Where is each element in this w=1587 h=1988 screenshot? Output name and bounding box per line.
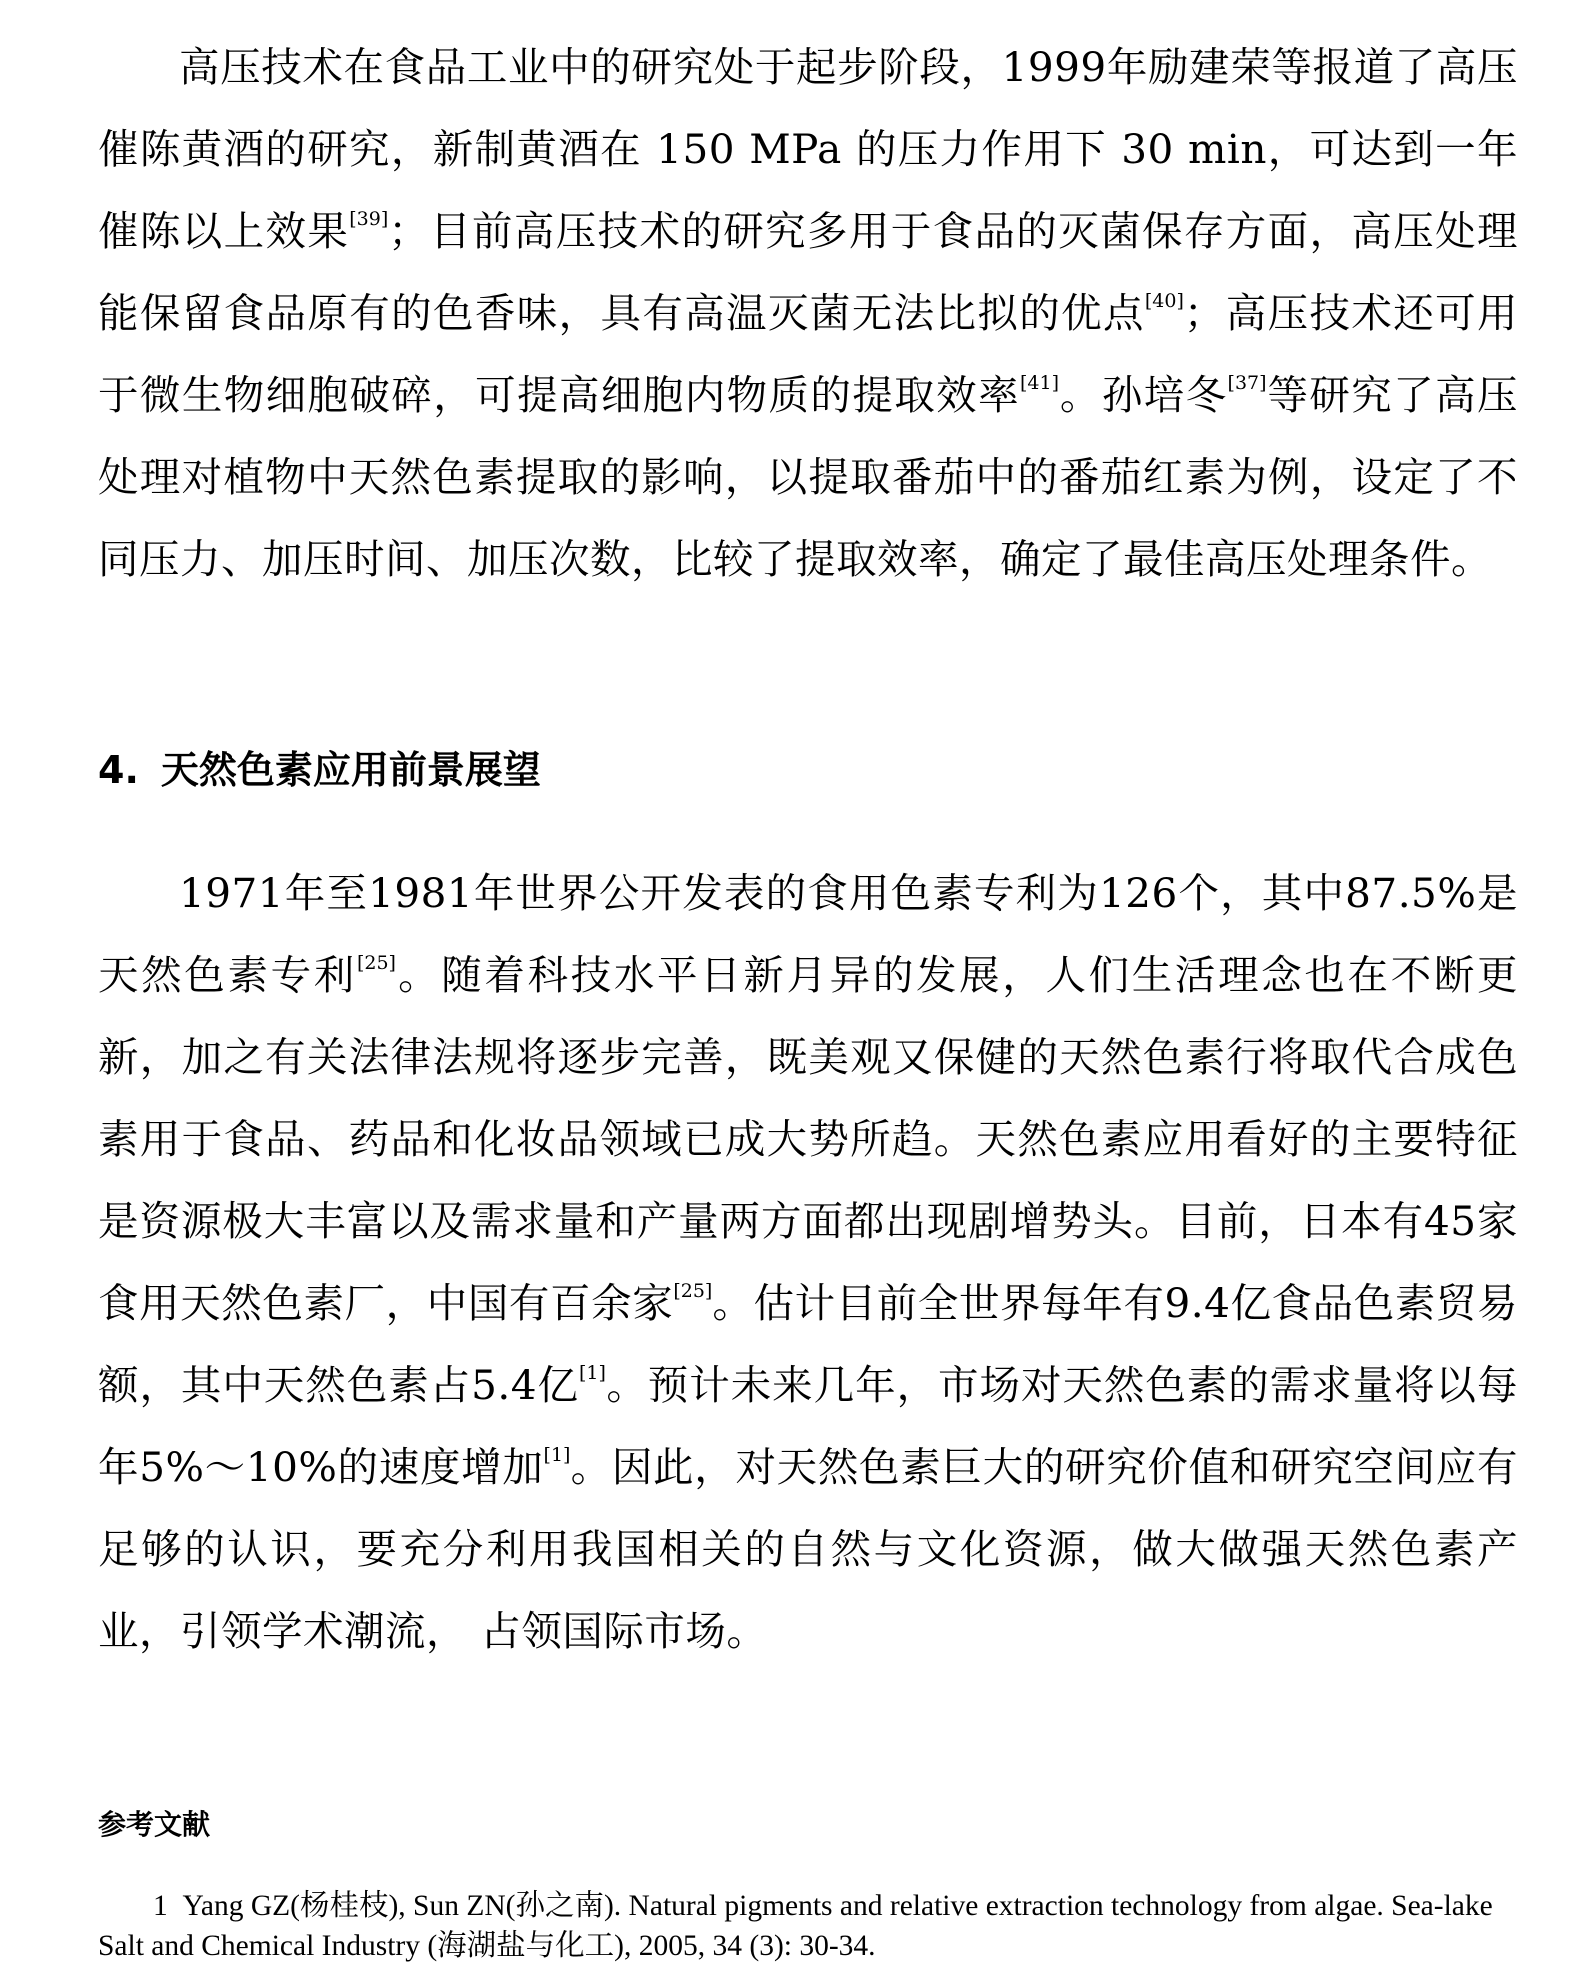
paragraph-text: 等研究了高压处理对植物中天然色素提取的影响，以提取番茄中的番茄红素为例，设定了不同压力、加压时间、加压次数，比较了提取效率，确定了最佳高压处理条件。	[98, 371, 1519, 583]
paragraph-text: 。预计未来几年，市场对天然色素的需求量将以每年5%～10%的速度增加	[98, 1361, 1518, 1491]
section-title: 天然色素应用前景展望	[160, 748, 541, 792]
paragraph-high-pressure-technology	[98, 26, 1518, 600]
references-heading: 参考文献	[98, 1808, 211, 1841]
citation-39[interactable]: [39]	[349, 208, 389, 230]
reference-number: 1	[153, 1890, 168, 1922]
section-number: 4.	[98, 748, 139, 792]
paragraph-text: 。因此，对天然色素巨大的研究价值和研究空间应有足够的认识，要充分利用我国相关的自然与文化资源，做大做强天然色素产业，引领学术潮流， 占领国际市场。	[98, 1443, 1518, 1655]
paragraph-text: 。随着科技水平日新月异的发展，人们生活理念也在不断更新，加之有关法律法规将逐步完善，既美观又保健的天然色素行将取代合成色素用于食品、药品和化妆品领域已成大势所趋。天然色素应用看好的主要特征是资源极大丰富以及需求量和产量两方面都出现剧增势头。目前，日本有45家食用天然色素厂，中国有百余家	[98, 951, 1519, 1327]
paragraph-text: 高压技术在食品工业中的研究处于起步阶段，1999年励建荣等报道了高压催陈黄酒的研究，新制黄酒在 150 MPa 的压力作用下 30 min，可达到一年催陈以上效果	[98, 43, 1518, 255]
paragraph-text: ；目前高压技术的研究多用于食品的灭菌保存方面，高压处理能保留食品原有的色香味，具有高温灭菌无法比拟的优点	[98, 207, 1519, 337]
section-heading	[98, 740, 541, 800]
reference-item	[98, 1886, 1518, 1966]
citation-25[interactable]: [25]	[356, 952, 396, 974]
citation-37[interactable]: [37]	[1227, 372, 1267, 394]
paper-page	[98, 0, 1518, 1988]
reference-text: Yang GZ(杨桂枝), Sun ZN(孙之南). Natural pigments and relative extraction technology from algae. Sea-lake Salt and Chemical Industry (海湖盐与化工), 2005, 34 (3): 30-34.	[98, 1890, 1493, 1962]
paragraph-text: 1971年至1981年世界公开发表的食用色素专利为126个，其中87.5%是天然色素专利	[98, 869, 1518, 999]
paragraph-application-prospects	[98, 852, 1518, 1672]
paragraph-text: ；高压技术还可用于微生物细胞破碎，可提高细胞内物质的提取效率	[98, 289, 1519, 419]
paragraph-text: 。估计目前全世界每年有9.4亿食品色素贸易额，其中天然色素占5.4亿	[98, 1279, 1518, 1409]
citation-40[interactable]: [40]	[1144, 290, 1184, 312]
citation-41[interactable]: [41]	[1019, 372, 1059, 394]
citation-1[interactable]: [1]	[578, 1362, 606, 1384]
citation-25[interactable]: [25]	[673, 1280, 713, 1302]
paragraph-text: 。孙培冬	[1059, 371, 1228, 419]
citation-1[interactable]: [1]	[543, 1444, 571, 1466]
